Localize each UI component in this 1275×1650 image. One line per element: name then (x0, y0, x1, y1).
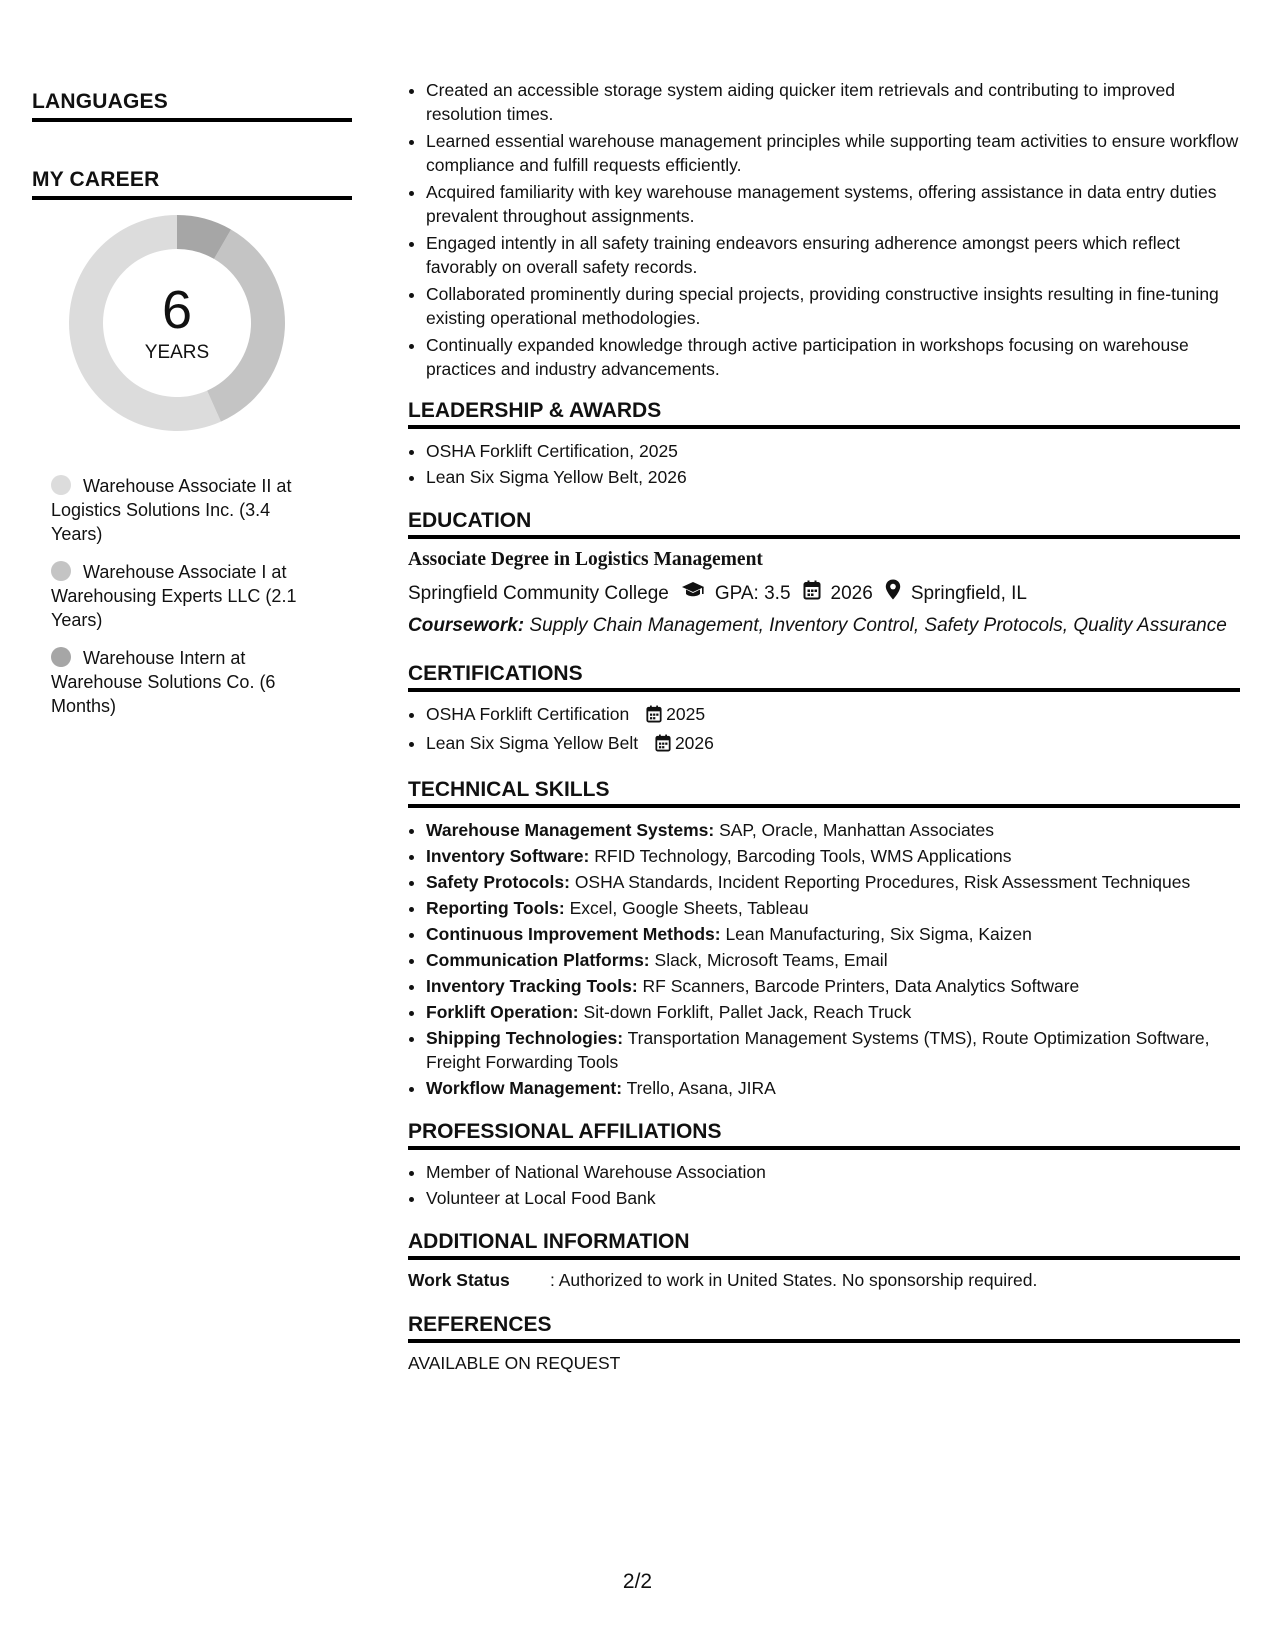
list-item (426, 1076, 1240, 1100)
skills-heading: TECHNICAL SKILLS (408, 778, 1240, 808)
skill-label: Workflow Management: (426, 1078, 623, 1098)
education-location: Springfield, IL (910, 582, 1027, 604)
calendar-icon (803, 580, 821, 608)
list-item (426, 844, 1240, 868)
career-item-label: Warehouse Associate I at Warehousing Experts LLC (2.1 Years) (51, 562, 297, 630)
list-item: • Lean Six Sigma Yellow Belt, 2026 (426, 465, 1240, 489)
list-item (426, 922, 1240, 946)
experience-bullets (408, 78, 1240, 381)
list-item (426, 896, 1240, 920)
graduation-cap-icon (681, 581, 705, 607)
education-school: Springfield Community College (408, 582, 669, 604)
education-details (408, 579, 1240, 608)
list-item: • Learned essential warehouse management principles while supporting team activities to ensure workflow compliance and fulfill requests efficiently. (426, 129, 1240, 177)
calendar-icon (655, 734, 671, 758)
certifications-list (408, 702, 1240, 758)
references-heading: REFERENCES (408, 1313, 1240, 1343)
leadership-list (408, 439, 1240, 489)
main-content (408, 78, 1240, 1374)
certification-year: 2025 (666, 704, 706, 724)
list-item (426, 1000, 1240, 1024)
work-status-label: Work Status (408, 1270, 510, 1290)
additional-info-heading: ADDITIONAL INFORMATION (408, 1230, 1240, 1260)
list-item (426, 1026, 1240, 1074)
calendar-icon (646, 705, 662, 729)
leadership-heading: LEADERSHIP & AWARDS (408, 399, 1240, 429)
education-heading: EDUCATION (408, 509, 1240, 539)
location-pin-icon (885, 579, 901, 608)
coursework-label: Coursework: (408, 615, 525, 636)
skill-value: Trello, Asana, JIRA (626, 1078, 776, 1098)
education-year: 2026 (830, 582, 873, 604)
skill-label: Shipping Technologies: (426, 1028, 624, 1048)
career-legend-item (51, 646, 321, 718)
career-legend-item (51, 560, 321, 632)
work-status-value: : Authorized to work in United States. No sponsorship required. (550, 1270, 1038, 1290)
list-item (426, 974, 1240, 998)
affiliations-list (408, 1160, 1240, 1210)
certification-name: OSHA Forklift Certification (426, 704, 630, 724)
list-item: • Acquired familiarity with key warehouse management systems, offering assistance in data entry duties prevalent throughout assignments. (426, 180, 1240, 228)
list-item: • Engaged intently in all safety training endeavors ensuring adherence amongst peers which reflect favorably on overall safety records. (426, 231, 1240, 279)
skill-value: Excel, Google Sheets, Tableau (569, 898, 809, 918)
skill-label: Continuous Improvement Methods: (426, 924, 721, 944)
languages-heading: LANGUAGES (32, 90, 352, 122)
education-degree: Associate Degree in Logistics Management (408, 549, 763, 570)
skill-label: Inventory Tracking Tools: (426, 976, 638, 996)
list-item: • Member of National Warehouse Association (426, 1160, 1240, 1184)
certification-name: Lean Six Sigma Yellow Belt (426, 733, 639, 753)
skill-value: Sit-down Forklift, Pallet Jack, Reach Truck (583, 1002, 912, 1022)
page-number: 2/2 (622, 1570, 653, 1593)
skill-label: Forklift Operation: (426, 1002, 579, 1022)
affiliations-heading: PROFESSIONAL AFFILIATIONS (408, 1120, 1240, 1150)
sidebar (32, 90, 352, 732)
skill-value: Slack, Microsoft Teams, Email (654, 950, 888, 970)
skill-label: Communication Platforms: (426, 950, 650, 970)
skill-value: Lean Manufacturing, Six Sigma, Kaizen (725, 924, 1032, 944)
certifications-heading: CERTIFICATIONS (408, 662, 1240, 692)
list-item: • Continually expanded knowledge through active participation in workshops focusing on warehouse practices and industry advancements. (426, 333, 1240, 381)
list-item: • Volunteer at Local Food Bank (426, 1186, 1240, 1210)
career-legend-item (51, 474, 321, 546)
skill-label: Warehouse Management Systems: (426, 820, 715, 840)
skill-value: RF Scanners, Barcode Printers, Data Analytics Software (642, 976, 1080, 996)
donut-center (62, 208, 292, 438)
skill-value: Transportation Management Systems (TMS), Route Optimization Software, Freight Forwarding Tools (426, 1028, 1210, 1072)
career-item-label: Warehouse Associate II at Logistics Solutions Inc. (3.4 Years) (51, 476, 292, 544)
education-coursework (408, 614, 1240, 638)
list-item (426, 948, 1240, 972)
skill-label: Inventory Software: (426, 846, 590, 866)
legend-dot-icon (51, 647, 71, 667)
list-item (426, 870, 1240, 894)
list-item (426, 731, 1240, 758)
skill-label: Reporting Tools: (426, 898, 565, 918)
career-item-label: Warehouse Intern at Warehouse Solutions Co. (6 Months) (51, 648, 276, 716)
total-years-value: 6 (161, 280, 193, 340)
career-donut-chart (62, 208, 292, 438)
legend-dot-icon (51, 475, 71, 495)
skill-value: OSHA Standards, Incident Reporting Procedures, Risk Assessment Techniques (574, 872, 1191, 892)
skill-value: SAP, Oracle, Manhattan Associates (719, 820, 995, 840)
list-item: • Created an accessible storage system aiding quicker item retrievals and contributing to improved resolution times. (426, 78, 1240, 126)
work-status-row (408, 1270, 1240, 1291)
career-legend (51, 474, 321, 718)
list-item (426, 818, 1240, 842)
list-item: • OSHA Forklift Certification, 2025 (426, 439, 1240, 463)
education-gpa: GPA: 3.5 (714, 582, 791, 604)
coursework-text: Supply Chain Management, Inventory Control, Safety Protocols, Quality Assurance (529, 615, 1227, 636)
skill-value: RFID Technology, Barcoding Tools, WMS Applications (594, 846, 1012, 866)
skills-list (408, 818, 1240, 1100)
list-item (426, 702, 1240, 729)
legend-dot-icon (51, 561, 71, 581)
certification-year: 2026 (674, 733, 714, 753)
total-years-unit: YEARS (144, 342, 210, 363)
references-text: AVAILABLE ON REQUEST (408, 1353, 621, 1373)
skill-label: Safety Protocols: (426, 872, 570, 892)
career-heading: MY CAREER (32, 168, 352, 200)
list-item: • Collaborated prominently during special projects, providing constructive insights resulting in fine-tuning existing operational methodologies. (426, 282, 1240, 330)
